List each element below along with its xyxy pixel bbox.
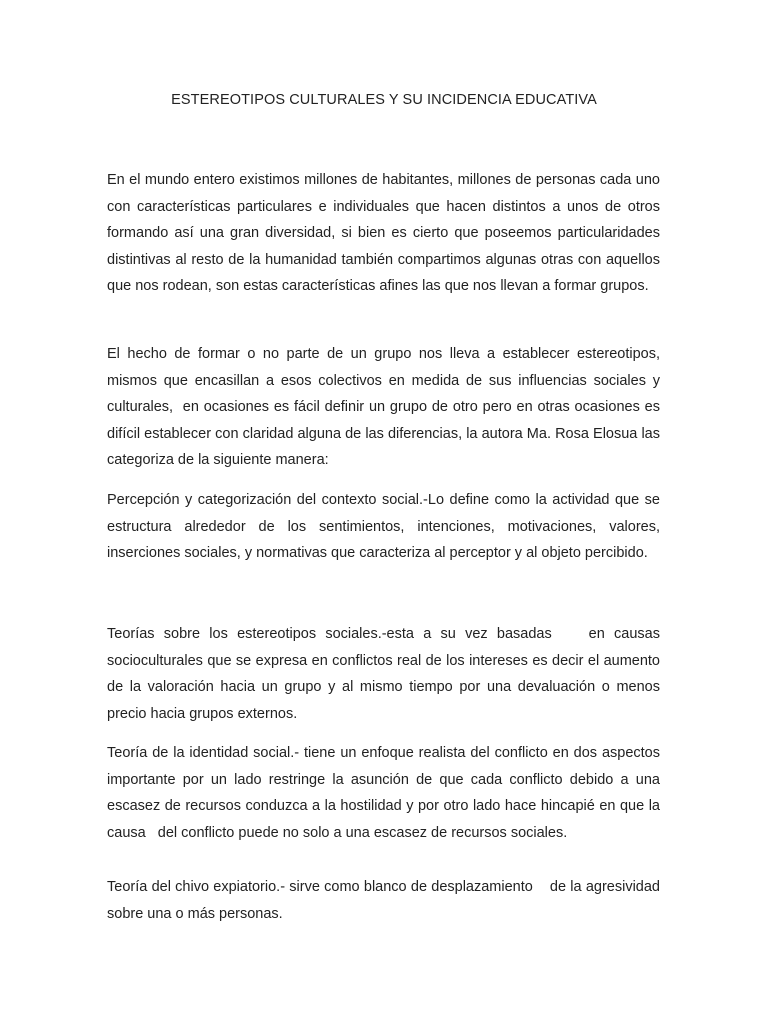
- paragraph-theories: Teorías sobre los estereotipos sociales.-esta a su vez basadas en causas socioculturales que se expresa en conflictos real de los intereses es decir el aumento de la valoración hacia un grupo y al mismo tiempo por una devaluación o menos precio hacia grupos externos.: [107, 626, 665, 722]
- paragraph-perception: Percepción y categorización del contexto social.-Lo define como la actividad que se estructura alrededor de los sentimientos, intenciones, motivaciones, valores, inserciones sociales, y normativas que caracteriza al perceptor y al objeto percibido.: [107, 492, 665, 562]
- paragraph-social-identity: Teoría de la identidad social.- tiene un enfoque realista del conflicto en dos aspectos importante por un lado restringe la asunción de que cada conflicto debido a una escasez de recursos conduzca a la hostilidad y por otro lado hace hincapié en que la causa del conflicto puede no solo a una escasez de recursos sociales.: [107, 745, 665, 841]
- paragraph-scapegoat: Teoría del chivo expiatorio.- sirve como blanco de desplazamiento de la agresividad sobre una o más personas.: [107, 879, 665, 922]
- paragraph-intro: En el mundo entero existimos millones de habitantes, millones de personas cada uno con características particulares e individuales que hacen distintos a unos de otros formando así una gran diversidad, si bien es cierto que poseemos particularidades distintivas al resto de la humanidad también compartimos algunas otras con aquellos que nos rodean, son estas características afines las que nos llevan a formar grupos.: [107, 172, 665, 295]
- paragraph-stereotypes: El hecho de formar o no parte de un grupo nos lleva a establecer estereotipos, mismos que encasillan a esos colectivos en medida de sus influencias sociales y culturales, en ocasiones es fácil definir un grupo de otro pero en otras ocasiones es difícil establecer con claridad alguna de las diferencias, la autora Ma. Rosa Elosua las categoriza de la siguiente manera:: [107, 346, 665, 469]
- document-title: ESTEREOTIPOS CULTURALES Y SU INCIDENCIA EDUCATIVA: [171, 92, 597, 108]
